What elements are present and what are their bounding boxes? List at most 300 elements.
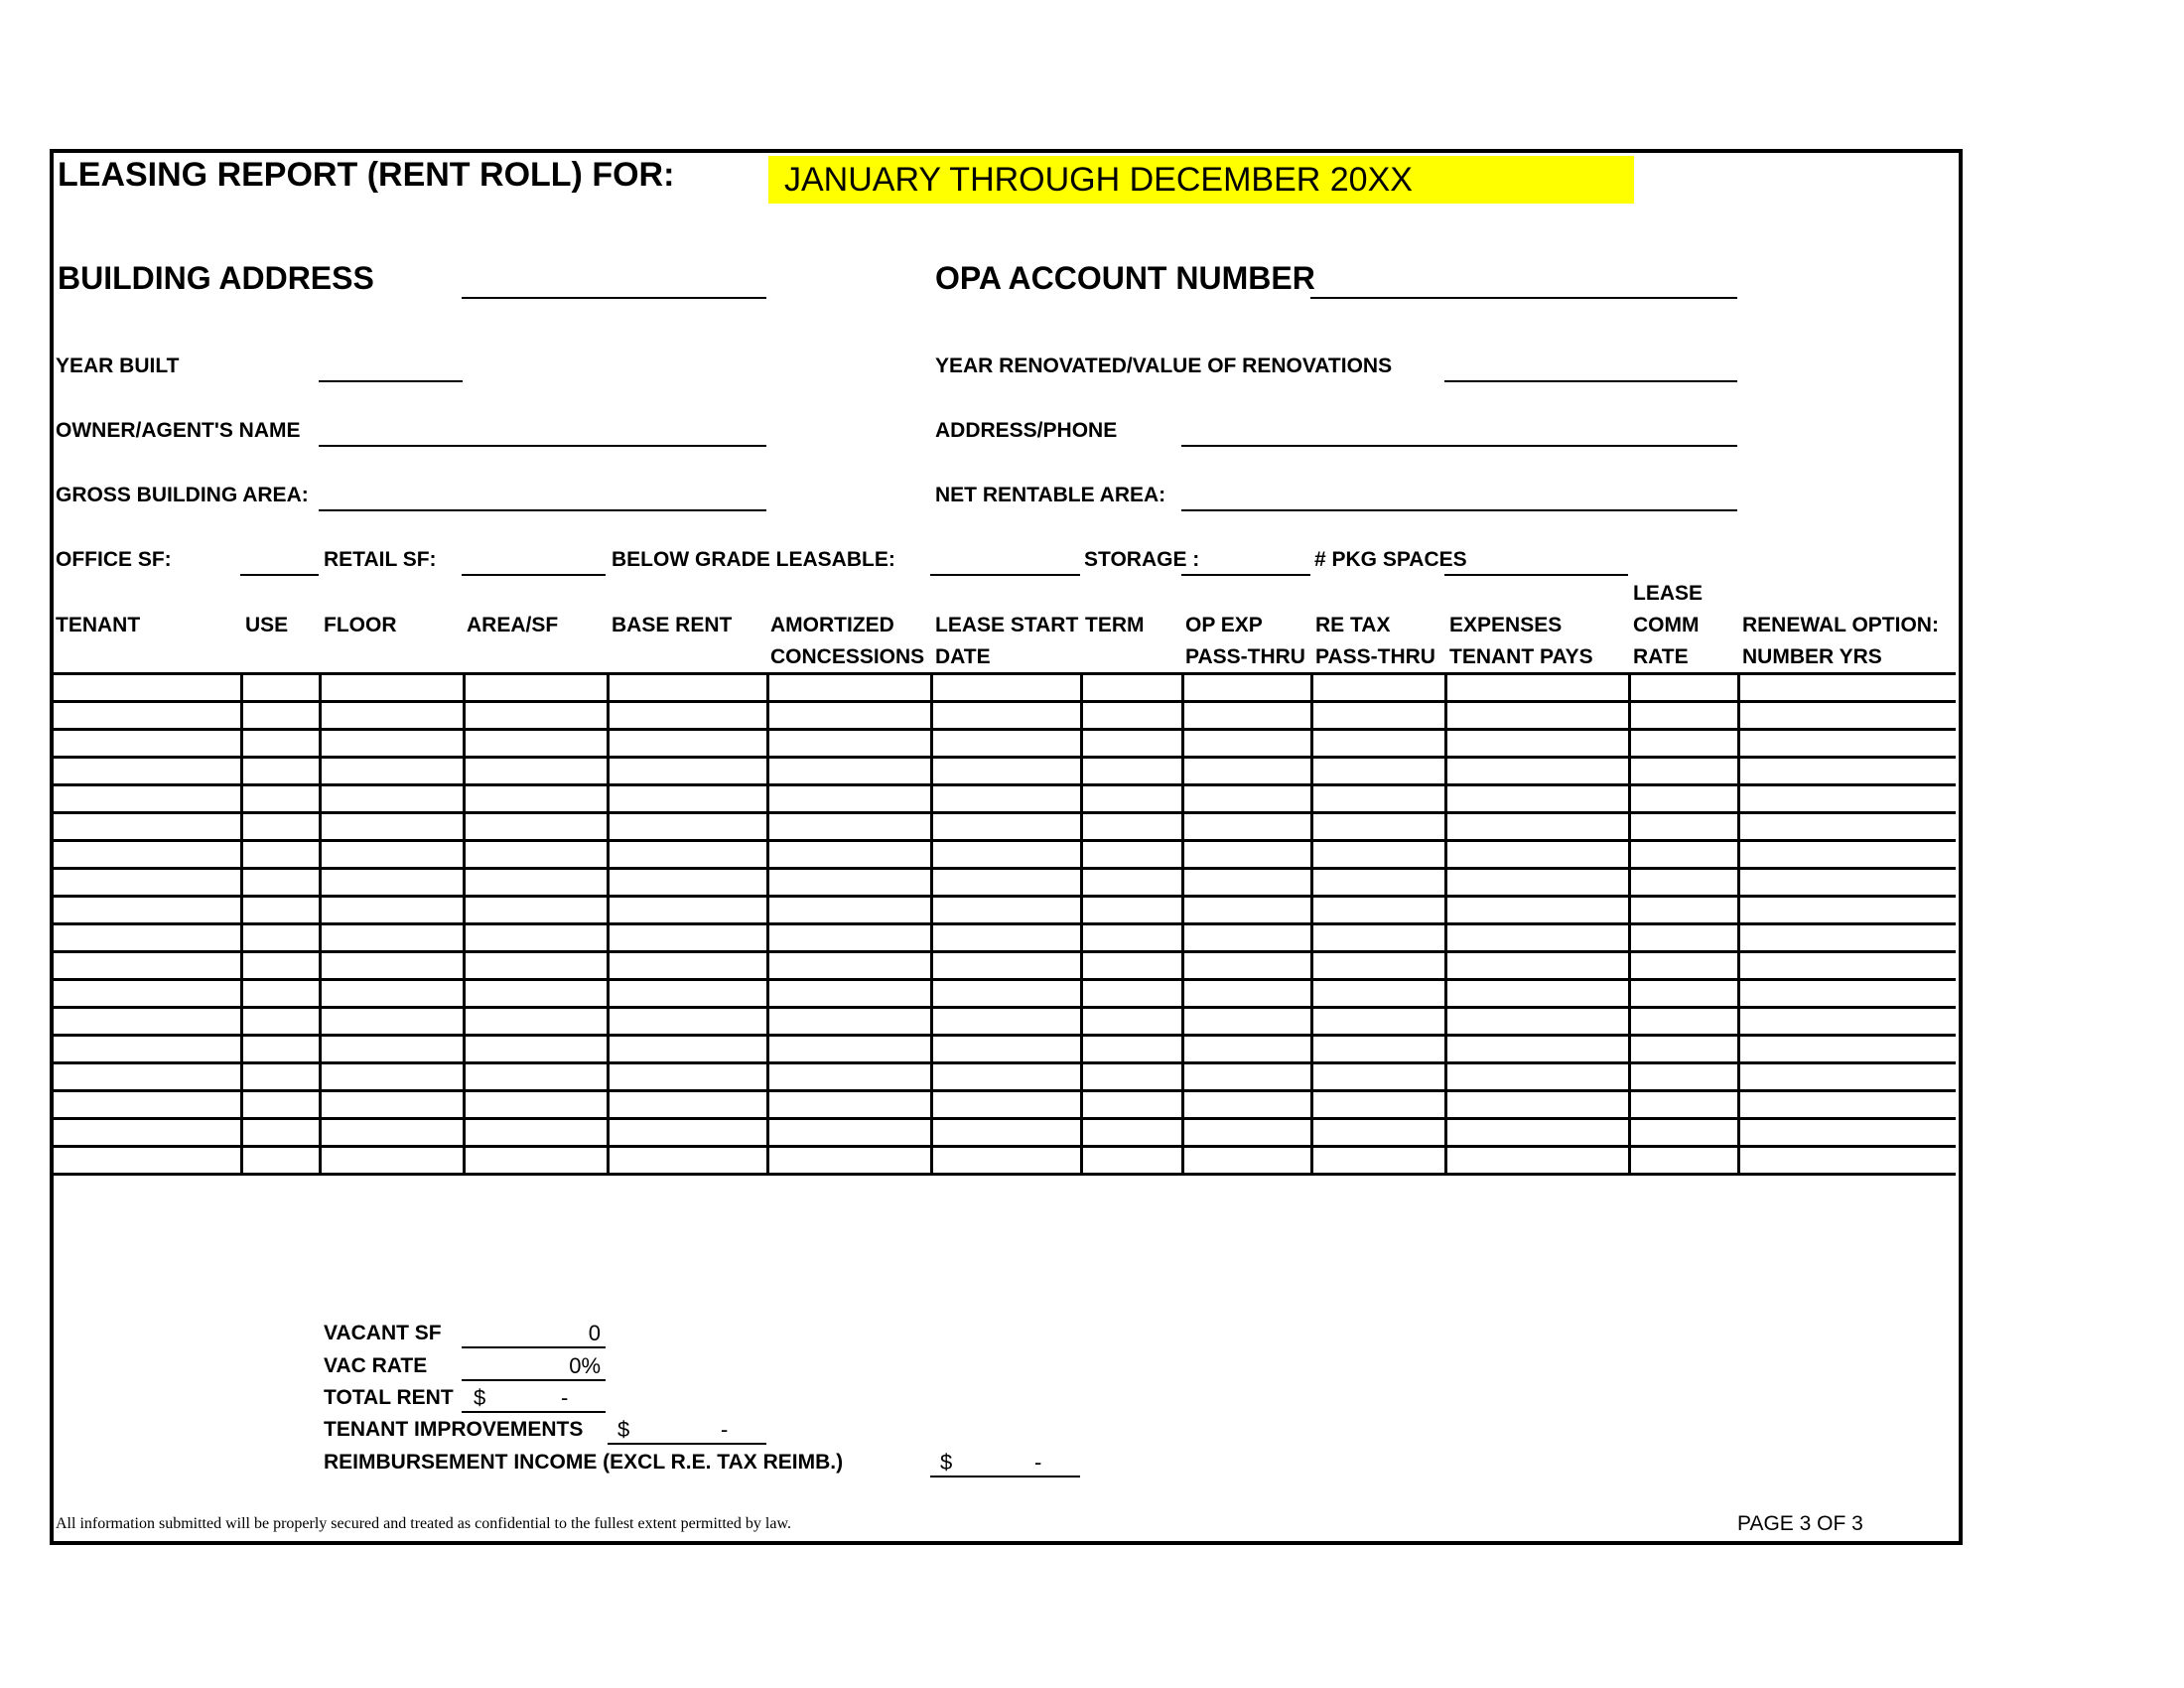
table-cell[interactable] xyxy=(464,702,608,730)
table-cell[interactable] xyxy=(1081,1036,1182,1063)
table-cell[interactable] xyxy=(1629,869,1738,897)
table-cell[interactable] xyxy=(464,869,608,897)
table-cell[interactable] xyxy=(931,813,1081,841)
table-cell[interactable] xyxy=(320,952,464,980)
table-cell[interactable] xyxy=(1738,1147,1956,1175)
table-cell[interactable] xyxy=(1081,952,1182,980)
table-cell[interactable] xyxy=(53,1147,241,1175)
reimbursement-income-field[interactable] xyxy=(930,1476,1080,1477)
storage-field[interactable] xyxy=(1181,574,1310,576)
table-cell[interactable] xyxy=(53,924,241,952)
table-cell[interactable] xyxy=(1311,674,1445,702)
table-cell[interactable] xyxy=(1081,758,1182,785)
table-cell[interactable] xyxy=(241,1008,320,1036)
table-cell[interactable] xyxy=(1182,869,1311,897)
tenant-improvements-field[interactable] xyxy=(608,1443,766,1445)
table-cell[interactable] xyxy=(1738,952,1956,980)
table-cell[interactable] xyxy=(1311,1119,1445,1147)
table-cell[interactable] xyxy=(1738,869,1956,897)
col-renewal-header: RENEWAL OPTION: NUMBER YRS xyxy=(1742,614,1939,668)
table-cell[interactable] xyxy=(608,1036,767,1063)
table-cell[interactable] xyxy=(1182,674,1311,702)
table-cell[interactable] xyxy=(1738,1008,1956,1036)
table-cell[interactable] xyxy=(1738,702,1956,730)
table-cell[interactable] xyxy=(1081,897,1182,924)
opa-account-label: OPA ACCOUNT NUMBER xyxy=(935,260,1315,296)
table-cell[interactable] xyxy=(1629,1063,1738,1091)
table-cell[interactable] xyxy=(608,897,767,924)
table-cell[interactable] xyxy=(608,924,767,952)
table-cell[interactable] xyxy=(1081,813,1182,841)
table-cell[interactable] xyxy=(241,702,320,730)
report-period: JANUARY THROUGH DECEMBER 20XX xyxy=(768,156,1634,204)
table-cell[interactable] xyxy=(608,730,767,758)
table-cell[interactable] xyxy=(608,980,767,1008)
col-base-rent-header: BASE RENT xyxy=(612,614,733,636)
table-cell[interactable] xyxy=(1081,1119,1182,1147)
table-cell[interactable] xyxy=(1738,841,1956,869)
table-cell[interactable] xyxy=(464,1147,608,1175)
table-cell[interactable] xyxy=(1311,813,1445,841)
table-cell[interactable] xyxy=(1311,841,1445,869)
table-cell[interactable] xyxy=(241,869,320,897)
table-cell[interactable] xyxy=(1311,1063,1445,1091)
table-cell[interactable] xyxy=(1445,730,1629,758)
col-term-header: TERM xyxy=(1085,614,1145,636)
table-cell[interactable] xyxy=(931,897,1081,924)
table-cell[interactable] xyxy=(1445,1063,1629,1091)
gross-building-area-field[interactable] xyxy=(319,509,766,511)
table-cell[interactable] xyxy=(320,813,464,841)
table-cell[interactable] xyxy=(320,841,464,869)
col-op-exp-header: OP EXP PASS-THRU xyxy=(1185,614,1305,668)
table-cell[interactable] xyxy=(1445,758,1629,785)
table-cell[interactable] xyxy=(931,785,1081,813)
table-cell[interactable] xyxy=(767,1091,931,1119)
col-re-tax-header: RE TAX PASS-THRU xyxy=(1315,614,1435,668)
table-cell[interactable] xyxy=(320,785,464,813)
table-row xyxy=(53,730,1956,758)
net-rentable-area-label: NET RENTABLE AREA: xyxy=(935,484,1166,506)
table-cell[interactable] xyxy=(1738,924,1956,952)
table-cell[interactable] xyxy=(1738,785,1956,813)
table-cell[interactable] xyxy=(767,1008,931,1036)
table-cell[interactable] xyxy=(53,702,241,730)
table-cell[interactable] xyxy=(464,841,608,869)
table-cell[interactable] xyxy=(767,1119,931,1147)
table-cell[interactable] xyxy=(1081,785,1182,813)
table-cell[interactable] xyxy=(767,869,931,897)
table-cell[interactable] xyxy=(1081,1008,1182,1036)
table-cell[interactable] xyxy=(1311,730,1445,758)
table-cell[interactable] xyxy=(464,674,608,702)
table-cell[interactable] xyxy=(1445,869,1629,897)
table-cell[interactable] xyxy=(464,980,608,1008)
table-cell[interactable] xyxy=(767,785,931,813)
table-cell[interactable] xyxy=(320,1063,464,1091)
table-cell[interactable] xyxy=(931,869,1081,897)
table-cell[interactable] xyxy=(608,841,767,869)
table-cell[interactable] xyxy=(1445,1036,1629,1063)
col-tenant-header: TENANT xyxy=(56,614,141,636)
table-cell[interactable] xyxy=(1738,1091,1956,1119)
table-cell[interactable] xyxy=(1311,758,1445,785)
table-cell[interactable] xyxy=(931,758,1081,785)
table-cell[interactable] xyxy=(1081,702,1182,730)
vacant-sf-value: 0 xyxy=(588,1321,601,1345)
table-row xyxy=(53,1063,1956,1091)
table-cell[interactable] xyxy=(53,674,241,702)
table-cell[interactable] xyxy=(1445,674,1629,702)
table-cell[interactable] xyxy=(767,841,931,869)
table-cell[interactable] xyxy=(1445,813,1629,841)
table-cell[interactable] xyxy=(931,980,1081,1008)
table-cell[interactable] xyxy=(1311,1036,1445,1063)
table-cell[interactable] xyxy=(241,952,320,980)
col-area-header: AREA/SF xyxy=(467,614,559,636)
table-row xyxy=(53,813,1956,841)
table-cell[interactable] xyxy=(931,1008,1081,1036)
table-cell[interactable] xyxy=(931,952,1081,980)
retail-sf-field[interactable] xyxy=(462,574,606,576)
table-cell[interactable] xyxy=(1081,1091,1182,1119)
gross-building-area-label: GROSS BUILDING AREA: xyxy=(56,484,309,506)
table-cell[interactable] xyxy=(464,785,608,813)
table-cell[interactable] xyxy=(241,897,320,924)
table-cell[interactable] xyxy=(464,813,608,841)
table-cell[interactable] xyxy=(1445,924,1629,952)
table-cell[interactable] xyxy=(608,758,767,785)
table-cell[interactable] xyxy=(1629,1008,1738,1036)
col-lease-comm-header: LEASE COMM RATE xyxy=(1633,582,1704,668)
table-cell[interactable] xyxy=(1081,869,1182,897)
table-cell[interactable] xyxy=(1081,730,1182,758)
table-cell[interactable] xyxy=(241,1147,320,1175)
table-cell[interactable] xyxy=(464,1063,608,1091)
table-cell[interactable] xyxy=(241,730,320,758)
vac-rate-value: 0% xyxy=(569,1353,601,1378)
table-cell[interactable] xyxy=(1738,1036,1956,1063)
table-cell[interactable] xyxy=(241,1091,320,1119)
table-cell[interactable] xyxy=(320,674,464,702)
table-cell[interactable] xyxy=(53,730,241,758)
table-cell[interactable] xyxy=(241,813,320,841)
table-cell[interactable] xyxy=(1629,674,1738,702)
table-cell[interactable] xyxy=(1445,1147,1629,1175)
table-cell[interactable] xyxy=(608,785,767,813)
table-cell[interactable] xyxy=(1182,1119,1311,1147)
table-cell[interactable] xyxy=(767,702,931,730)
table-cell[interactable] xyxy=(464,952,608,980)
total-rent-value: - xyxy=(561,1385,569,1410)
table-cell[interactable] xyxy=(1445,841,1629,869)
table-cell[interactable] xyxy=(53,841,241,869)
table-cell[interactable] xyxy=(767,924,931,952)
table-cell[interactable] xyxy=(1081,1147,1182,1175)
below-grade-field[interactable] xyxy=(930,574,1080,576)
table-cell[interactable] xyxy=(1445,702,1629,730)
table-cell[interactable] xyxy=(320,1119,464,1147)
table-cell[interactable] xyxy=(241,841,320,869)
table-cell[interactable] xyxy=(241,924,320,952)
table-cell[interactable] xyxy=(464,758,608,785)
table-cell[interactable] xyxy=(1182,952,1311,980)
table-cell[interactable] xyxy=(1629,1119,1738,1147)
col-floor-header: FLOOR xyxy=(324,614,397,636)
table-cell[interactable] xyxy=(53,980,241,1008)
table-cell[interactable] xyxy=(608,1008,767,1036)
table-cell[interactable] xyxy=(1182,1063,1311,1091)
table-cell[interactable] xyxy=(464,897,608,924)
table-cell[interactable] xyxy=(1182,1091,1311,1119)
table-cell[interactable] xyxy=(767,730,931,758)
table-cell[interactable] xyxy=(1629,841,1738,869)
table-cell[interactable] xyxy=(1629,952,1738,980)
table-cell[interactable] xyxy=(1445,897,1629,924)
table-cell[interactable] xyxy=(1445,980,1629,1008)
table-cell[interactable] xyxy=(320,1147,464,1175)
table-cell[interactable] xyxy=(1182,1036,1311,1063)
table-cell[interactable] xyxy=(931,702,1081,730)
table-cell[interactable] xyxy=(931,674,1081,702)
total-rent-currency: $ xyxy=(474,1385,486,1410)
table-cell[interactable] xyxy=(767,897,931,924)
table-cell[interactable] xyxy=(1629,924,1738,952)
opa-account-field[interactable] xyxy=(1310,297,1737,299)
table-cell[interactable] xyxy=(53,897,241,924)
table-cell[interactable] xyxy=(53,1119,241,1147)
table-cell[interactable] xyxy=(1182,702,1311,730)
table-cell[interactable] xyxy=(53,785,241,813)
table-cell[interactable] xyxy=(1738,674,1956,702)
table-cell[interactable] xyxy=(241,1063,320,1091)
table-cell[interactable] xyxy=(608,674,767,702)
table-cell[interactable] xyxy=(767,980,931,1008)
table-cell[interactable] xyxy=(464,1119,608,1147)
table-cell[interactable] xyxy=(320,869,464,897)
table-cell[interactable] xyxy=(1311,869,1445,897)
table-cell[interactable] xyxy=(1182,1008,1311,1036)
table-cell[interactable] xyxy=(931,1147,1081,1175)
table-cell[interactable] xyxy=(1182,897,1311,924)
year-built-field[interactable] xyxy=(319,380,463,382)
year-renovated-field[interactable] xyxy=(1444,380,1737,382)
table-cell[interactable] xyxy=(53,1008,241,1036)
table-cell[interactable] xyxy=(767,813,931,841)
table-cell[interactable] xyxy=(608,952,767,980)
table-cell[interactable] xyxy=(608,1091,767,1119)
table-cell[interactable] xyxy=(767,952,931,980)
table-cell[interactable] xyxy=(53,1036,241,1063)
table-cell[interactable] xyxy=(608,1147,767,1175)
table-cell[interactable] xyxy=(608,869,767,897)
table-cell[interactable] xyxy=(1738,758,1956,785)
table-cell[interactable] xyxy=(1182,1147,1311,1175)
table-cell[interactable] xyxy=(767,1147,931,1175)
retail-sf-label: RETAIL SF: xyxy=(324,548,437,571)
owner-agent-label: OWNER/AGENT'S NAME xyxy=(56,419,301,442)
table-cell[interactable] xyxy=(1738,730,1956,758)
table-cell[interactable] xyxy=(53,813,241,841)
table-row xyxy=(53,952,1956,980)
table-cell[interactable] xyxy=(1629,1091,1738,1119)
page-number: PAGE 3 OF 3 xyxy=(1737,1512,1863,1535)
table-cell[interactable] xyxy=(241,674,320,702)
table-row xyxy=(53,758,1956,785)
table-cell[interactable] xyxy=(53,1063,241,1091)
table-cell[interactable] xyxy=(1445,952,1629,980)
table-cell[interactable] xyxy=(1311,952,1445,980)
table-cell[interactable] xyxy=(1182,730,1311,758)
table-cell[interactable] xyxy=(320,730,464,758)
col-lease-start-header: LEASE START DATE xyxy=(935,614,1079,668)
table-cell[interactable] xyxy=(53,758,241,785)
office-sf-label: OFFICE SF: xyxy=(56,548,172,571)
table-row xyxy=(53,674,1956,702)
table-cell[interactable] xyxy=(767,758,931,785)
vacant-sf-field[interactable] xyxy=(462,1346,606,1348)
table-cell[interactable] xyxy=(53,1091,241,1119)
table-cell[interactable] xyxy=(1629,1147,1738,1175)
table-cell[interactable] xyxy=(1738,980,1956,1008)
vac-rate-label: VAC RATE xyxy=(324,1354,428,1377)
table-cell[interactable] xyxy=(1311,1091,1445,1119)
table-cell[interactable] xyxy=(1629,980,1738,1008)
table-cell[interactable] xyxy=(1629,813,1738,841)
table-cell[interactable] xyxy=(320,758,464,785)
table-cell[interactable] xyxy=(53,952,241,980)
table-cell[interactable] xyxy=(320,1091,464,1119)
table-cell[interactable] xyxy=(1311,1147,1445,1175)
table-cell[interactable] xyxy=(931,730,1081,758)
table-cell[interactable] xyxy=(1629,785,1738,813)
total-rent-label: TOTAL RENT xyxy=(324,1386,454,1409)
table-cell[interactable] xyxy=(1311,980,1445,1008)
table-cell[interactable] xyxy=(464,924,608,952)
table-cell[interactable] xyxy=(1629,1036,1738,1063)
table-cell[interactable] xyxy=(1081,924,1182,952)
pkg-spaces-field[interactable] xyxy=(1444,574,1628,576)
table-cell[interactable] xyxy=(1081,674,1182,702)
net-rentable-area-field[interactable] xyxy=(1181,509,1737,511)
col-amortized-concessions-header: AMORTIZED CONCESSIONS xyxy=(770,614,925,668)
table-cell[interactable] xyxy=(1182,785,1311,813)
table-cell[interactable] xyxy=(1311,785,1445,813)
table-cell[interactable] xyxy=(608,1119,767,1147)
table-cell[interactable] xyxy=(608,702,767,730)
table-cell[interactable] xyxy=(464,1036,608,1063)
table-cell[interactable] xyxy=(1081,980,1182,1008)
table-cell[interactable] xyxy=(1081,841,1182,869)
table-cell[interactable] xyxy=(1182,758,1311,785)
tenant-improvements-value: - xyxy=(721,1417,729,1442)
table-cell[interactable] xyxy=(608,1063,767,1091)
year-renovated-label: YEAR RENOVATED/VALUE OF RENOVATIONS xyxy=(935,354,1393,377)
reimbursement-income-currency: $ xyxy=(940,1450,953,1475)
table-cell[interactable] xyxy=(1311,1008,1445,1036)
table-cell[interactable] xyxy=(1629,897,1738,924)
table-cell[interactable] xyxy=(931,1063,1081,1091)
table-cell[interactable] xyxy=(1738,1063,1956,1091)
table-row xyxy=(53,869,1956,897)
table-cell[interactable] xyxy=(241,1036,320,1063)
table-cell[interactable] xyxy=(241,785,320,813)
building-address-field[interactable] xyxy=(462,297,766,299)
table-cell[interactable] xyxy=(1629,702,1738,730)
table-cell[interactable] xyxy=(1445,785,1629,813)
building-address-label: BUILDING ADDRESS xyxy=(58,260,374,296)
table-cell[interactable] xyxy=(1311,897,1445,924)
table-cell[interactable] xyxy=(931,1091,1081,1119)
table-cell[interactable] xyxy=(1445,1091,1629,1119)
table-cell[interactable] xyxy=(320,1008,464,1036)
table-cell[interactable] xyxy=(320,1036,464,1063)
report-title: LEASING REPORT (RENT ROLL) FOR: xyxy=(58,156,675,194)
table-cell[interactable] xyxy=(1311,702,1445,730)
table-cell[interactable] xyxy=(767,674,931,702)
table-cell[interactable] xyxy=(464,1008,608,1036)
table-cell[interactable] xyxy=(464,1091,608,1119)
table-cell[interactable] xyxy=(1081,1063,1182,1091)
table-cell[interactable] xyxy=(1182,924,1311,952)
vac-rate-field[interactable] xyxy=(462,1379,606,1381)
table-cell[interactable] xyxy=(1445,1119,1629,1147)
reimbursement-income-label: REIMBURSEMENT INCOME (EXCL R.E. TAX REIMB.) xyxy=(324,1451,844,1474)
year-built-label: YEAR BUILT xyxy=(56,354,180,377)
tenant-improvements-label: TENANT IMPROVEMENTS xyxy=(324,1418,584,1441)
address-phone-field[interactable] xyxy=(1181,445,1737,447)
table-cell[interactable] xyxy=(464,730,608,758)
office-sf-field[interactable] xyxy=(240,574,319,576)
below-grade-label: BELOW GRADE LEASABLE: xyxy=(612,548,895,571)
table-cell[interactable] xyxy=(1182,813,1311,841)
table-cell[interactable] xyxy=(241,758,320,785)
owner-agent-field[interactable] xyxy=(319,445,766,447)
table-row xyxy=(53,897,1956,924)
table-cell[interactable] xyxy=(241,1119,320,1147)
table-cell[interactable] xyxy=(1182,980,1311,1008)
table-row xyxy=(53,1036,1956,1063)
table-cell[interactable] xyxy=(1738,813,1956,841)
table-cell[interactable] xyxy=(53,869,241,897)
table-cell[interactable] xyxy=(1629,730,1738,758)
table-cell[interactable] xyxy=(1182,841,1311,869)
table-cell[interactable] xyxy=(1629,758,1738,785)
rent-roll-table xyxy=(53,672,1956,1176)
reimbursement-income-value: - xyxy=(1034,1450,1042,1475)
table-cell[interactable] xyxy=(1445,1008,1629,1036)
table-cell[interactable] xyxy=(320,980,464,1008)
table-cell[interactable] xyxy=(608,813,767,841)
table-cell[interactable] xyxy=(767,1036,931,1063)
table-cell[interactable] xyxy=(241,980,320,1008)
table-cell[interactable] xyxy=(1738,897,1956,924)
table-cell[interactable] xyxy=(320,924,464,952)
table-cell[interactable] xyxy=(767,1063,931,1091)
table-cell[interactable] xyxy=(931,1036,1081,1063)
table-cell[interactable] xyxy=(1738,1119,1956,1147)
table-row xyxy=(53,1147,1956,1175)
table-cell[interactable] xyxy=(320,702,464,730)
table-cell[interactable] xyxy=(320,897,464,924)
table-cell[interactable] xyxy=(931,1119,1081,1147)
table-cell[interactable] xyxy=(931,841,1081,869)
table-cell[interactable] xyxy=(1311,924,1445,952)
total-rent-field[interactable] xyxy=(462,1411,606,1413)
table-row xyxy=(53,1091,1956,1119)
table-cell[interactable] xyxy=(931,924,1081,952)
tenant-improvements-currency: $ xyxy=(617,1417,630,1442)
